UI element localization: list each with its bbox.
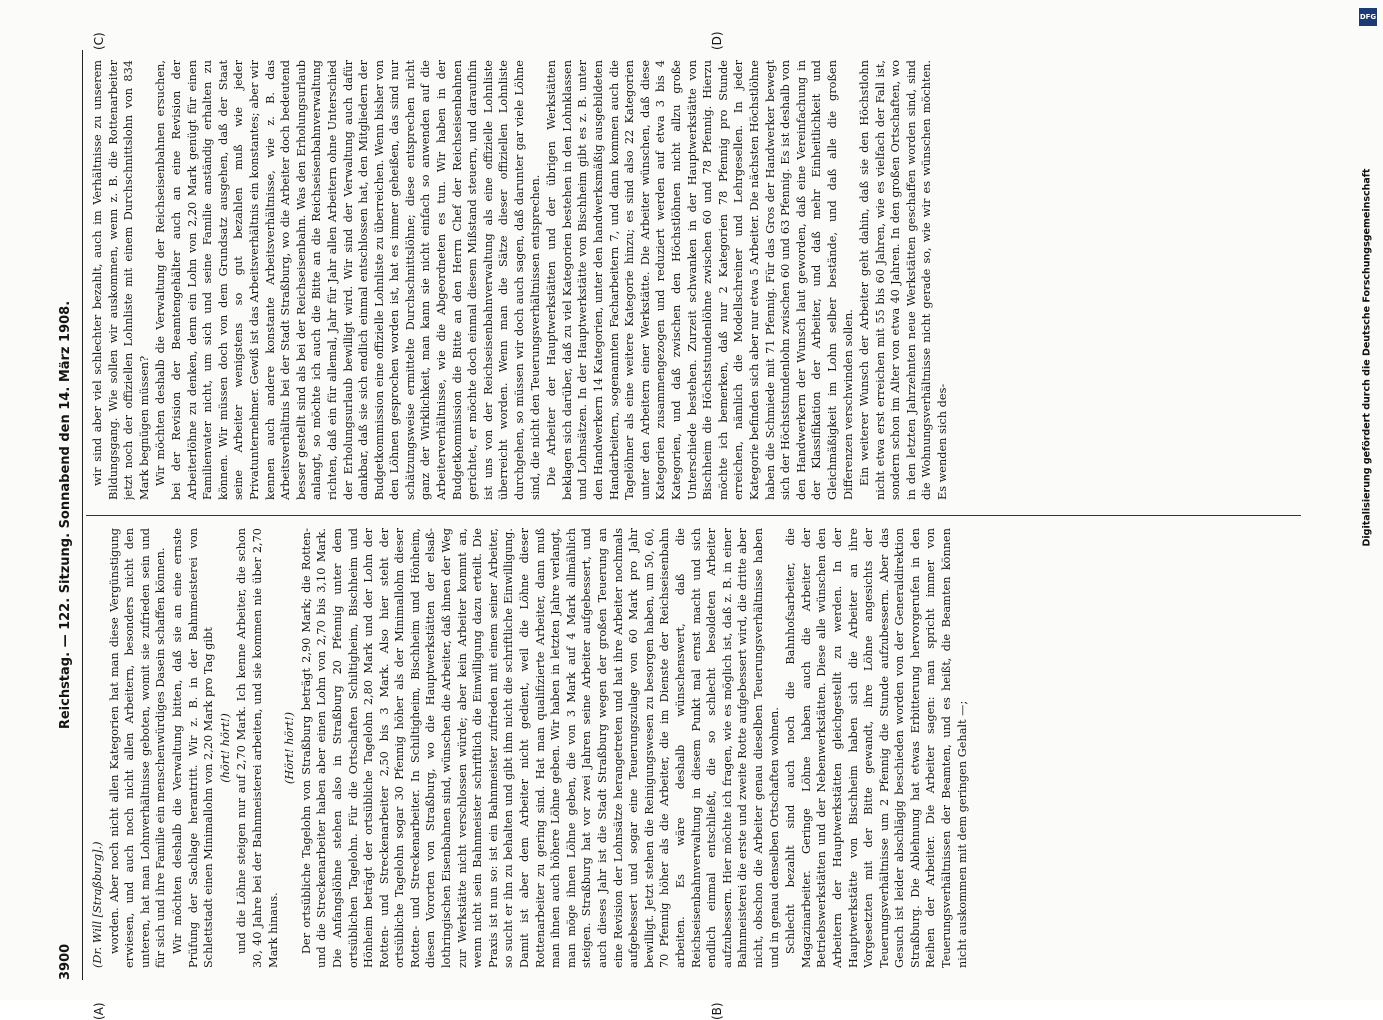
interjection: (Hört! hört!) — [283, 711, 297, 785]
dfg-logo: DFG — [1359, 8, 1377, 26]
paragraph: Wir möchten deshalb die Verwaltung bitten, daß sie an eine ernste Prüfung der Sachlage herantritt. Wir z. B. in der Bahnmeisterei von Schlettstadt einen Minimallohn von 2,20 Mark pro Tag gibt — [170, 528, 216, 968]
interjection: (hört! hört!) — [218, 713, 232, 783]
page-header — [50, 50, 80, 980]
paragraph: wir sind aber viel schlechter bezahlt, auch im Verhältnisse zu unserem Bildungsgang. Wie sollen wir auskommen, wenn z. B. die Rottenarbeiter jetzt noch der offiziellen Lohnliste mit einem Durchschnittslohn von 834 Mark begnügen müssen? — [91, 60, 151, 500]
right-column — [90, 60, 1305, 500]
paragraph: Wir möchten deshalb die Verwaltung der Reichseisenbahnen ersuchen, bei der Revision der Beamtengehälter auch an eine Revision der Arbeiterlöhne zu denken, denn ein Lohn von 2,20 Mark genügt für einen Familienvater nicht, um sich und seine Familie anständig erhalten zu können. Wir müssen doch von dem Grundsatz ausgehen, daß der Staat seine Arbeiter wenigstens so gut bezahlen muß wie jeder Privatunternehmer. Gewiß ist das Arbeitsverhältnis ein konstantes; aber wir kennen auch andere konstante Arbeitsverhältnisse, wie z. B. das Arbeitsverhältnis bei der Stadt Straßburg, wo die Arbeiter doch bedeutend besser gestellt sind als bei der Reichseisenbahn. Was den Erholungsurlaub anlangt, so möchte ich auch die Bitte an die Reichseisenbahnverwaltung richten, daß ein für allemal, Jahr für Jahr allen Arbeitern ohne Unterschied der Erholungsurlaub bewilligt wird. Wir sind der Verwaltung auch dafür dankbar, daß sie sich endlich einmal entschlossen hat, den Mitgliedern der Budgetkommission eine offizielle Lohnliste zu überreichen. Wenn bisher von den Löhnen gesprochen worden ist, hat es immer geheißen, das sind nur schätzungsweise ermittelte Durchschnittslöhne; diese entsprechen nicht ganz der Wirklichkeit, man kann sie nicht einfach so anwenden auf die Arbeiterverhältnisse, wie die Abgeordneten es tun. Wir haben in der Budgetkommission die Bitte an den Herrn Chef der Reichseisenbahnen gerichtet, er möchte doch einmal diesem Mißstand steuern, und daraufhin ist uns von der Reichseisenbahnverwaltung als eine offizielle Lohnliste überreicht worden. Wenn man die Sätze dieser offiziellen Lohnliste durchgehen, so müssen wir doch auch sagen, daß darunter gar viele Löhne sind, die nicht den Teuerungsverhältnissen entsprechen. — [154, 60, 542, 500]
paragraph: Schlecht bezahlt sind auch noch die Bahnhofsarbeiter, die Magazinarbeiter. Geringe Löhne haben auch die Arbeiter der Betriebswerkstätten und der Nebenwerkstätten. Diese alle wünschen den Arbeitern der Hauptwerkstätten gleichgestellt zu werden. In der Hauptwerkstätte von Bischheim haben sich die Arbeiter an ihre Vorgesetzten mit der Bitte gewandt, ihre Löhne angesichts der Teuerungsverhältnisse um 2 Pfennig die Stunde aufzubessern. Aber das Gesuch ist leider abschlägig beschieden worden von der Generaldirektion Straßburg. Die Ablehnung hat etwas Erbitterung hervorgerufen in den Reihen der Arbeiter. Die Arbeiter sagen: man spricht immer von Teuerungsverhältnissen der Beamten, und es heißt, die Beamten können nicht auskommen mit dem geringen Gehalt —; — [784, 528, 969, 968]
paragraph: und die Löhne steigen nur auf 2,70 Mark. Ich kenne Arbeiter, die schon 30, 40 Jahre bei der Bahnmeisterei arbeiten, und sie kommen nie über 2,70 Mark hinaus. — [235, 528, 280, 968]
paragraph: worden. Aber noch nicht allen Kategorien hat man diese Vergünstigung erwiesen, und auch noch nicht allen Arbeitern, besonders nicht den unteren, hat man Lohnverhältnisse geboten, womit sie zufrieden sein und für sich und ihre Familie ein menschenwürdiges Dasein schaffen können. — [107, 528, 168, 968]
margin-marker-b: (B) — [710, 1002, 724, 1020]
margin-marker-a: (A) — [92, 1002, 106, 1020]
left-column — [90, 528, 1305, 968]
paragraph: Ein weiterer Wunsch der Arbeiter geht dahin, daß sie den Höchstlohn nicht etwa erst erreichen mit 55 bis 60 Jahren, wie es vielfach der Fall ist, sondern schon im Alter von etwa 40 Jahren. In den großen Ortschaften, wo in den letzten Jahrzehnten neue Werkstätten geschaffen worden sind, sind die Wohnungsverhältnisse nicht gerade so, wie wir es wünschen möchten. Es wenden sich des- — [858, 60, 950, 500]
digitization-sidebar — [1357, 6, 1379, 996]
header-rule — [82, 50, 83, 980]
column-divider — [86, 515, 1301, 516]
rotated-page-content — [50, 31, 1320, 1020]
paragraph: Die Arbeiter der Hauptwerkstätten und der übrigen Werkstätten beklagen sich darüber, daß zu viel Kategorien bestehen in den Lohnklassen und Lohnsätzen. In der Hauptwerkstätte von Bischheim gibt es z. B. unter den Handwerkern 14 Kategorien, unter den handwerksmäßig ausgebildeten Handarbeitern, sogenannten Facharbeitern 7, und dann kommen auch die Tagelöhner als eine weitere Kategorie hinzu; es sind also 22 Kategorien unter den Arbeitern einer Werkstätte. Die Arbeiter wünschen, daß diese Kategorien zusammengezogen und reduziert werden auf etwa 3 bis 4 Kategorien, und daß zwischen den Höchstlöhnen nicht allzu große Unterschiede bestehen. Zurzeit schwanken in der Hauptwerkstätte von Bischheim die Höchststundenlöhne zwischen 60 und 78 Pfennig. Hierzu möchte ich bemerken, daß nur 2 Kategorien 78 Pfennig pro Stunde erreichen, nämlich die Modellschreiner und Lehrgesellen. In jeder Kategorie befinden sich aber nur etwa 5 Arbeiter. Die nächsten Höchstlöhne haben die Schmiede mit 71 Pfennig. Für das Gros der Handwerker bewegt sich der Höchststundenlohn zwischen 60 und 63 Pfennig. Es ist deshalb von den Handwerkern der Wunsch laut geworden, daß eine Vereinfachung in der Klassifikation der Arbeiter, und daß mehr Einheitlichkeit und Gleichmäßigkeit im Lohn selber bestände, und daß alle die großen Differenzen verschwinden sollen. — [545, 60, 855, 500]
margin-marker-d: (D) — [710, 31, 724, 50]
page-number: 3900 — [58, 943, 73, 980]
paragraph: Der ortsübliche Tagelohn von Straßburg beträgt 2,90 Mark; die Rotten- und die Streckenarbeiter haben aber einen Lohn von 2,70 bis 3,10 Mark. Die Anfangslöhne stehen also in Straßburg 20 Pfennig unter dem ortsüblichen Tagelohn. Für die Ortschaften Schiltigheim, Bischheim und Hönheim beträgt der ortsübliche Tagelohn 2,80 Mark und der Lohn der Rotten- und Streckenarbeiter 2,50 bis 3 Mark. Also hier steht der ortsübliche Tagelohn sogar 30 Pfennig höher als der Minimallohn dieser Rotten- und Streckenarbeiter. In Schiltigheim, Bischheim und Hönheim, diesen Vororten von Straßburg, wo die Hauptwerkstätten der elsaß-lothringischen Eisenbahnen sind, wünschen die Arbeiter, daß ihnen der Weg zur Werkstätte nicht verschlossen würde; aber kein Arbeiter kommt an, wenn nicht sein Bahnmeister schriftlich die Einwilligung dazu erteilt. Die Praxis ist nun so: ist ein Bahnmeister zufrieden mit einem seiner Arbeiter, so sucht er ihn zu behalten und gibt ihm nicht die schriftliche Einwilligung. Damit ist aber dem Arbeiter nicht gedient, weil die Löhne dieser Rottenarbeiter zu gering sind. Hat man qualifizierte Arbeiter, dann muß man ihnen auch höhere Löhne geben. Wir haben in letzten Jahre verlangt, man möge ihnen Löhne geben, die von 3 Mark auf 4 Mark allmählich steigen. Straßburg hat vor zwei Jahren seine Arbeiter aufgebessert, und auch dieses Jahr ist die Stadt Straßburg wegen der großen Teuerung an eine Revision der Lohnsätze herangetreten und hat ihre Arbeiter nochmals aufgebessert und sogar eine Teuerungszulage von 60 Mark pro Jahr bewilligt. Jetzt stehen die Reinigungswesen zu besorgen haben, um 50, 60, 70 Pfennig höher als die Arbeiter, die im Dienste der Reichseisenbahn arbeiten. Es wäre deshalb wünschenswert, daß die Reichseisenbahnverwaltung in diesem Punkt mal ernst macht und sich endlich einmal entschließt, die so schlecht besoldeten Arbeiter aufzubessern. Hier möchte ich fragen, wie es möglich ist, daß z. B. in einer Bahnmeisterei die erste und zweite Rotte aufgebessert wird, die dritte aber nicht, obschon die Arbeiter genau dieselben Teuerungsverhältnisse haben und in genau denselben Ortschaften wohnen. — [299, 528, 781, 968]
header-title: Reichstag. — 122. Sitzung. Sonnabend den 14. März 1908. — [58, 300, 73, 730]
speaker-note: (Dr. Will [Straßburg].) — [91, 841, 104, 968]
digitization-notice: Digitalisierung gefördert durch die Deutsche Forschungsgemeinschaft — [1361, 168, 1373, 547]
margin-marker-c: (C) — [92, 32, 106, 50]
